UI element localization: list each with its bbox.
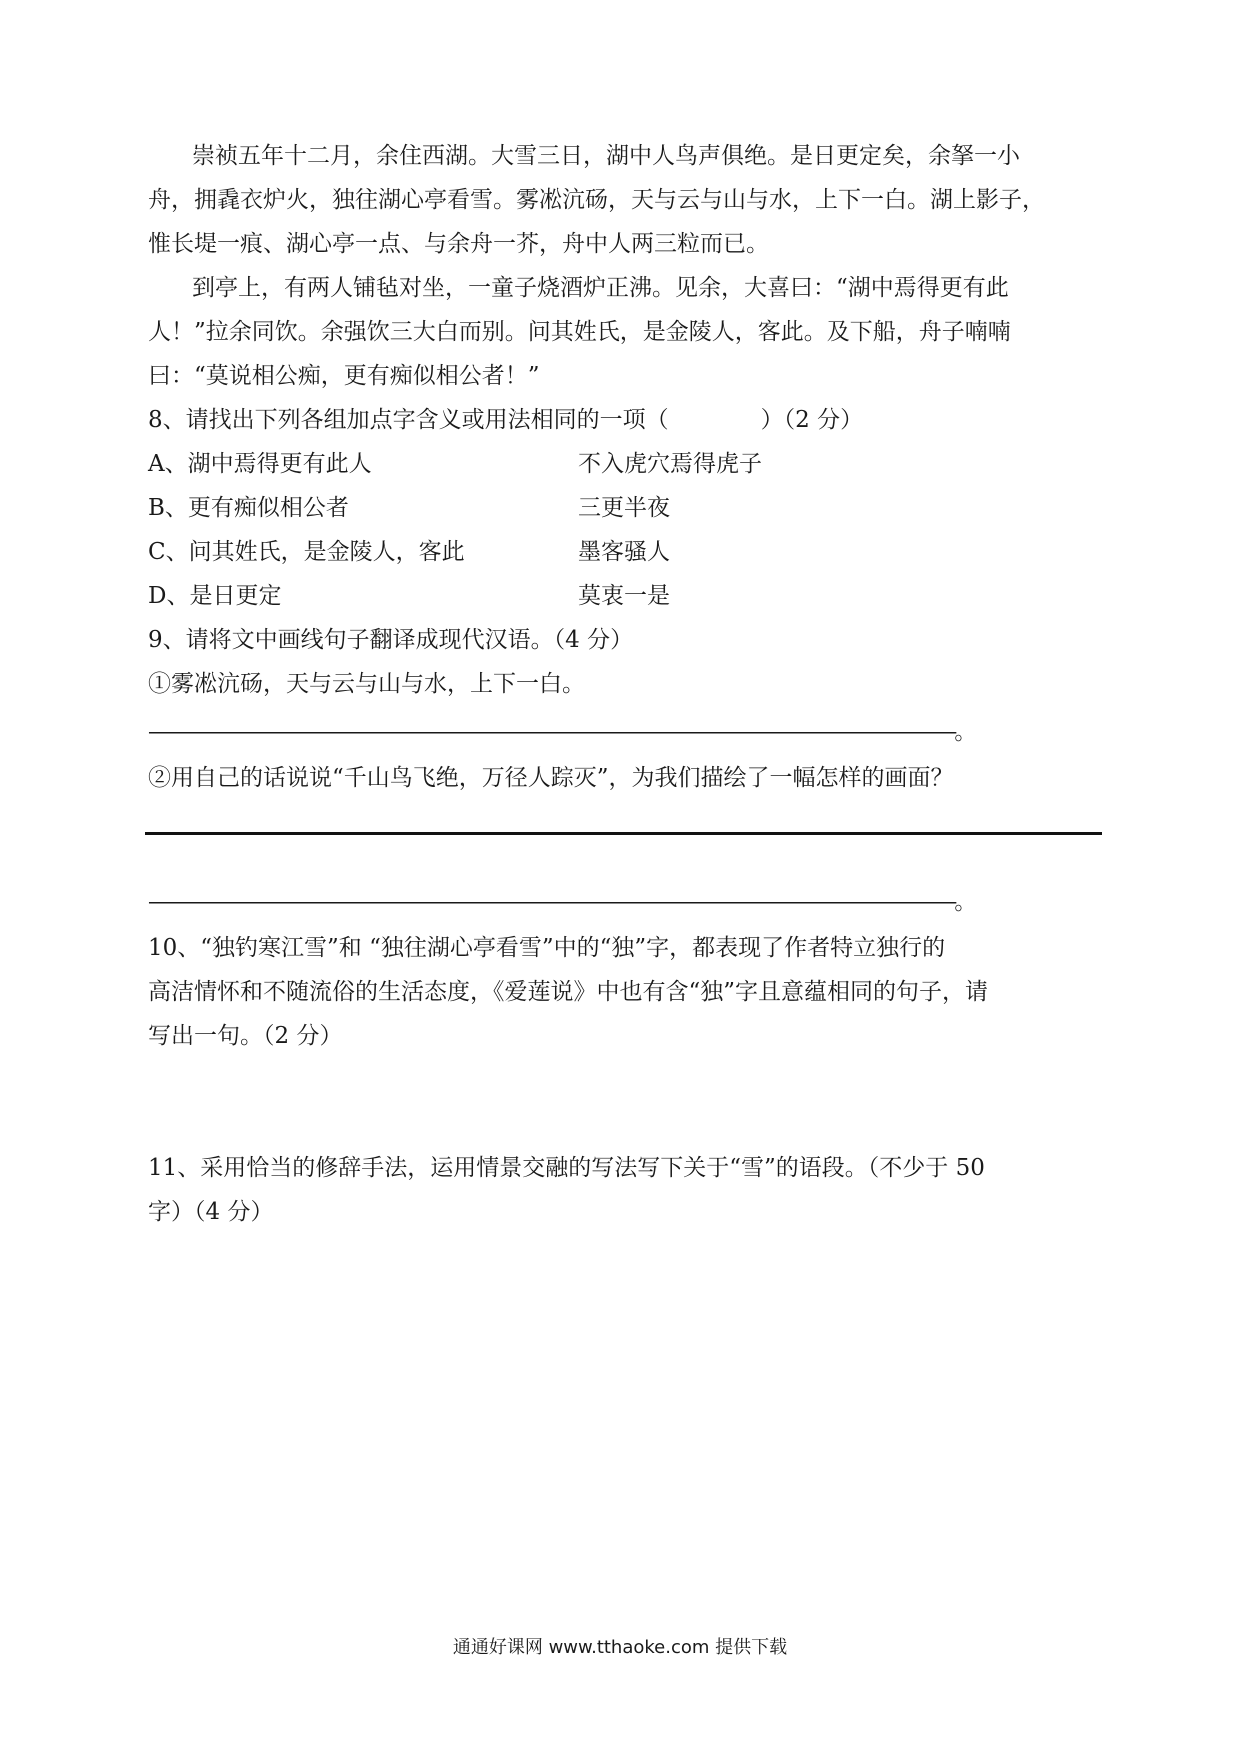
question-10-line1: 10、“独钓寒江雪”和 “独往湖心亭看雪”中的“独”字，都表现了作者特立独行的 xyxy=(148,935,946,961)
q8-option-a-left: A、湖中焉得更有此人 xyxy=(148,451,372,477)
footer-credit: 通通好课网 www.tthaoke.com 提供下载 xyxy=(452,1637,788,1658)
q9-answer-blank-2[interactable]: ——————————————————————————————————————————。 xyxy=(148,889,974,915)
q8-option-a-right: 不入虎穴焉得虎子 xyxy=(578,451,762,477)
q9-sub-question-1: ①雾凇沆砀，天与云与山与水，上下一白。 xyxy=(148,671,585,697)
question-11-line1: 11、采用恰当的修辞手法，运用情景交融的写法写下关于“雪”的语段。（不少于 50 xyxy=(148,1155,985,1181)
q9-answer-blank-1[interactable]: ——————————————————————————————————————————。 xyxy=(148,719,974,745)
q9-sub-question-2: ②用自己的话说说“千山鸟飞绝，万径人踪灭”，为我们描绘了一幅怎样的画面？ xyxy=(148,765,954,791)
question-10-line3: 写出一句。（2 分） xyxy=(148,1023,343,1049)
passage-p2-line2: 人！”拉余同饮。余强饮三大白而别。问其姓氏，是金陵人，客此。及下船，舟子喃喃 xyxy=(148,319,1011,345)
q8-option-c-right: 墨客骚人 xyxy=(578,539,670,565)
passage-p1-line3: 惟长堤一痕、湖心亭一点、与余舟一芥，舟中人两三粒而已。 xyxy=(148,231,769,257)
passage-p2-line3: 曰：“莫说相公痴，更有痴似相公者！” xyxy=(148,363,540,389)
horizontal-rule xyxy=(145,832,1102,835)
passage-p1-line1: 崇祯五年十二月，余住西湖。大雪三日，湖中人鸟声俱绝。是日更定矣，余拏一小 xyxy=(192,143,1020,169)
question-10-line2: 高洁情怀和不随流俗的生活态度，《爱莲说》中也有含“独”字且意蕴相同的句子，请 xyxy=(148,979,989,1005)
question-8-stem: 8、请找出下列各组加点字含义或用法相同的一项（ ）（2 分） xyxy=(148,407,864,433)
passage-p2-line1: 到亭上，有两人铺毡对坐，一童子烧酒炉正沸。见余，大喜曰：“湖中焉得更有此 xyxy=(192,275,1009,301)
q8-option-d-right: 莫衷一是 xyxy=(578,583,670,609)
q8-option-c-left: C、问其姓氏，是金陵人，客此 xyxy=(148,539,465,565)
q8-option-d-left: D、是日更定 xyxy=(148,583,282,609)
question-9-stem: 9、请将文中画线句子翻译成现代汉语。（4 分） xyxy=(148,627,634,653)
passage-p1-line2: 舟，拥毳衣炉火，独往湖心亭看雪。雾凇沆砀，天与云与山与水，上下一白。湖上影子， xyxy=(148,187,1045,213)
q8-option-b-right: 三更半夜 xyxy=(578,495,670,521)
question-11-line2: 字）（4 分） xyxy=(148,1199,274,1225)
q8-option-b-left: B、更有痴似相公者 xyxy=(148,495,349,521)
